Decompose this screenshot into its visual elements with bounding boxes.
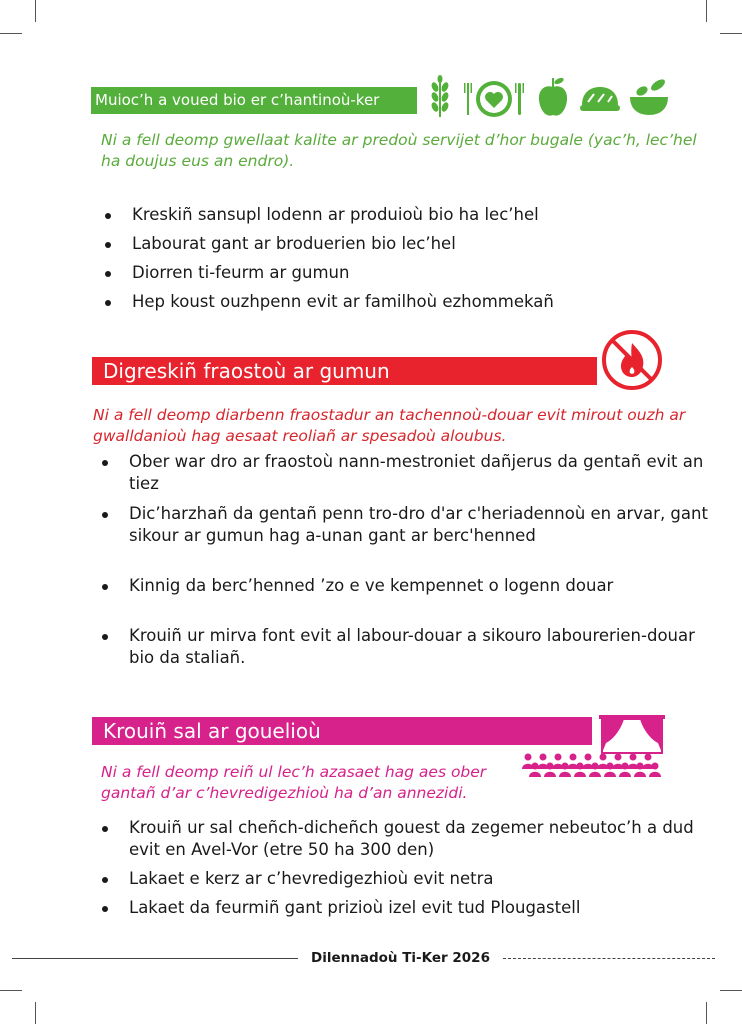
wheat-icon [430, 75, 450, 117]
pie-icon [580, 87, 620, 111]
apple-icon [539, 77, 567, 116]
footer-rule [12, 958, 298, 959]
plate-heart-icon [464, 81, 524, 117]
footer-text: Dilennadoù Ti-Ker 2026 [311, 950, 490, 966]
section-intro-bio-food: Ni a fell deomp gwellaat kalite ar predoù servijet d’hor bugale (yac’h, lec’hel ha doujus eus an endro). [101, 131, 697, 170]
crop-mark [35, 1002, 36, 1024]
crop-mark [0, 990, 22, 991]
list-item: Kinnig da berc’henned ’zo e ve kempennet o logenn douar [100, 575, 710, 597]
bullet-list-fallow-land [100, 451, 710, 669]
section-title-festival-hall: Krouiñ sal ar gouelioù [92, 717, 592, 745]
section-intro-fallow-land: Ni a fell deomp diarbenn fraostadur an tachennoù-douar evit mirout ouzh ar gwalldanioù hag aesaat reoliañ ar spesadoù aloubus. [93, 406, 686, 445]
crop-mark [720, 990, 742, 991]
crop-mark [720, 33, 742, 34]
crop-mark [35, 0, 36, 22]
crop-mark [706, 1002, 707, 1024]
theatre-audience-icon [519, 713, 667, 777]
section-title-bio-food: Muioc’h a voued bio er c’hantinoù-ker [91, 87, 417, 114]
crop-mark [706, 0, 707, 22]
crop-mark [0, 33, 22, 34]
list-item: Kreskiñ sansupl lodenn ar produioù bio ha lec’hel [103, 204, 713, 226]
list-item: Hep koust ouzhpenn evit ar familhoù ezhommekañ [103, 291, 713, 313]
bullet-list-bio-food [103, 204, 713, 320]
list-item: Krouiñ ur sal cheñch-dicheñch gouest da zegemer nebeutoc’h a dud evit en Avel-Vor (etre 50 ha 300 den) [100, 817, 710, 861]
list-item: Diorren ti-feurm ar gumun [103, 262, 713, 284]
list-item: Lakaet e kerz ar c’hevredigezhioù evit netra [100, 868, 710, 890]
bullet-list-festival-hall [100, 817, 710, 926]
list-item: Ober war dro ar fraostoù nann-mestroniet dañjerus da gentañ evit an tiez [100, 451, 710, 495]
no-fire-icon [601, 329, 663, 391]
audience [522, 754, 661, 778]
list-item: Lakaet da feurmiñ gant prizioù izel evit tud Plougastell [100, 897, 710, 919]
footer-rule-dashed [503, 958, 715, 959]
list-item: Dic’harzhañ da gentañ penn tro-dro d'ar c'heriadennoù en arvar, gant sikour ar gumun hag a-unan gant ar berc'henned [100, 503, 710, 547]
section-intro-festival-hall: Ni a fell deomp reiñ ul lec’h azasaet hag aes ober gantañ d’ar c’hevredigezhioù ha d’an annezidi. [101, 763, 487, 802]
section-title-fallow-land: Digreskiñ fraostoù ar gumun [92, 357, 597, 385]
list-item: Krouiñ ur mirva font evit al labour-douar a sikouro labourerien-douar bio da staliañ. [100, 625, 710, 669]
salad-bowl-icon [630, 77, 668, 115]
food-icons [428, 75, 670, 119]
list-item: Labourat gant ar broduerien bio lec’hel [103, 233, 713, 255]
